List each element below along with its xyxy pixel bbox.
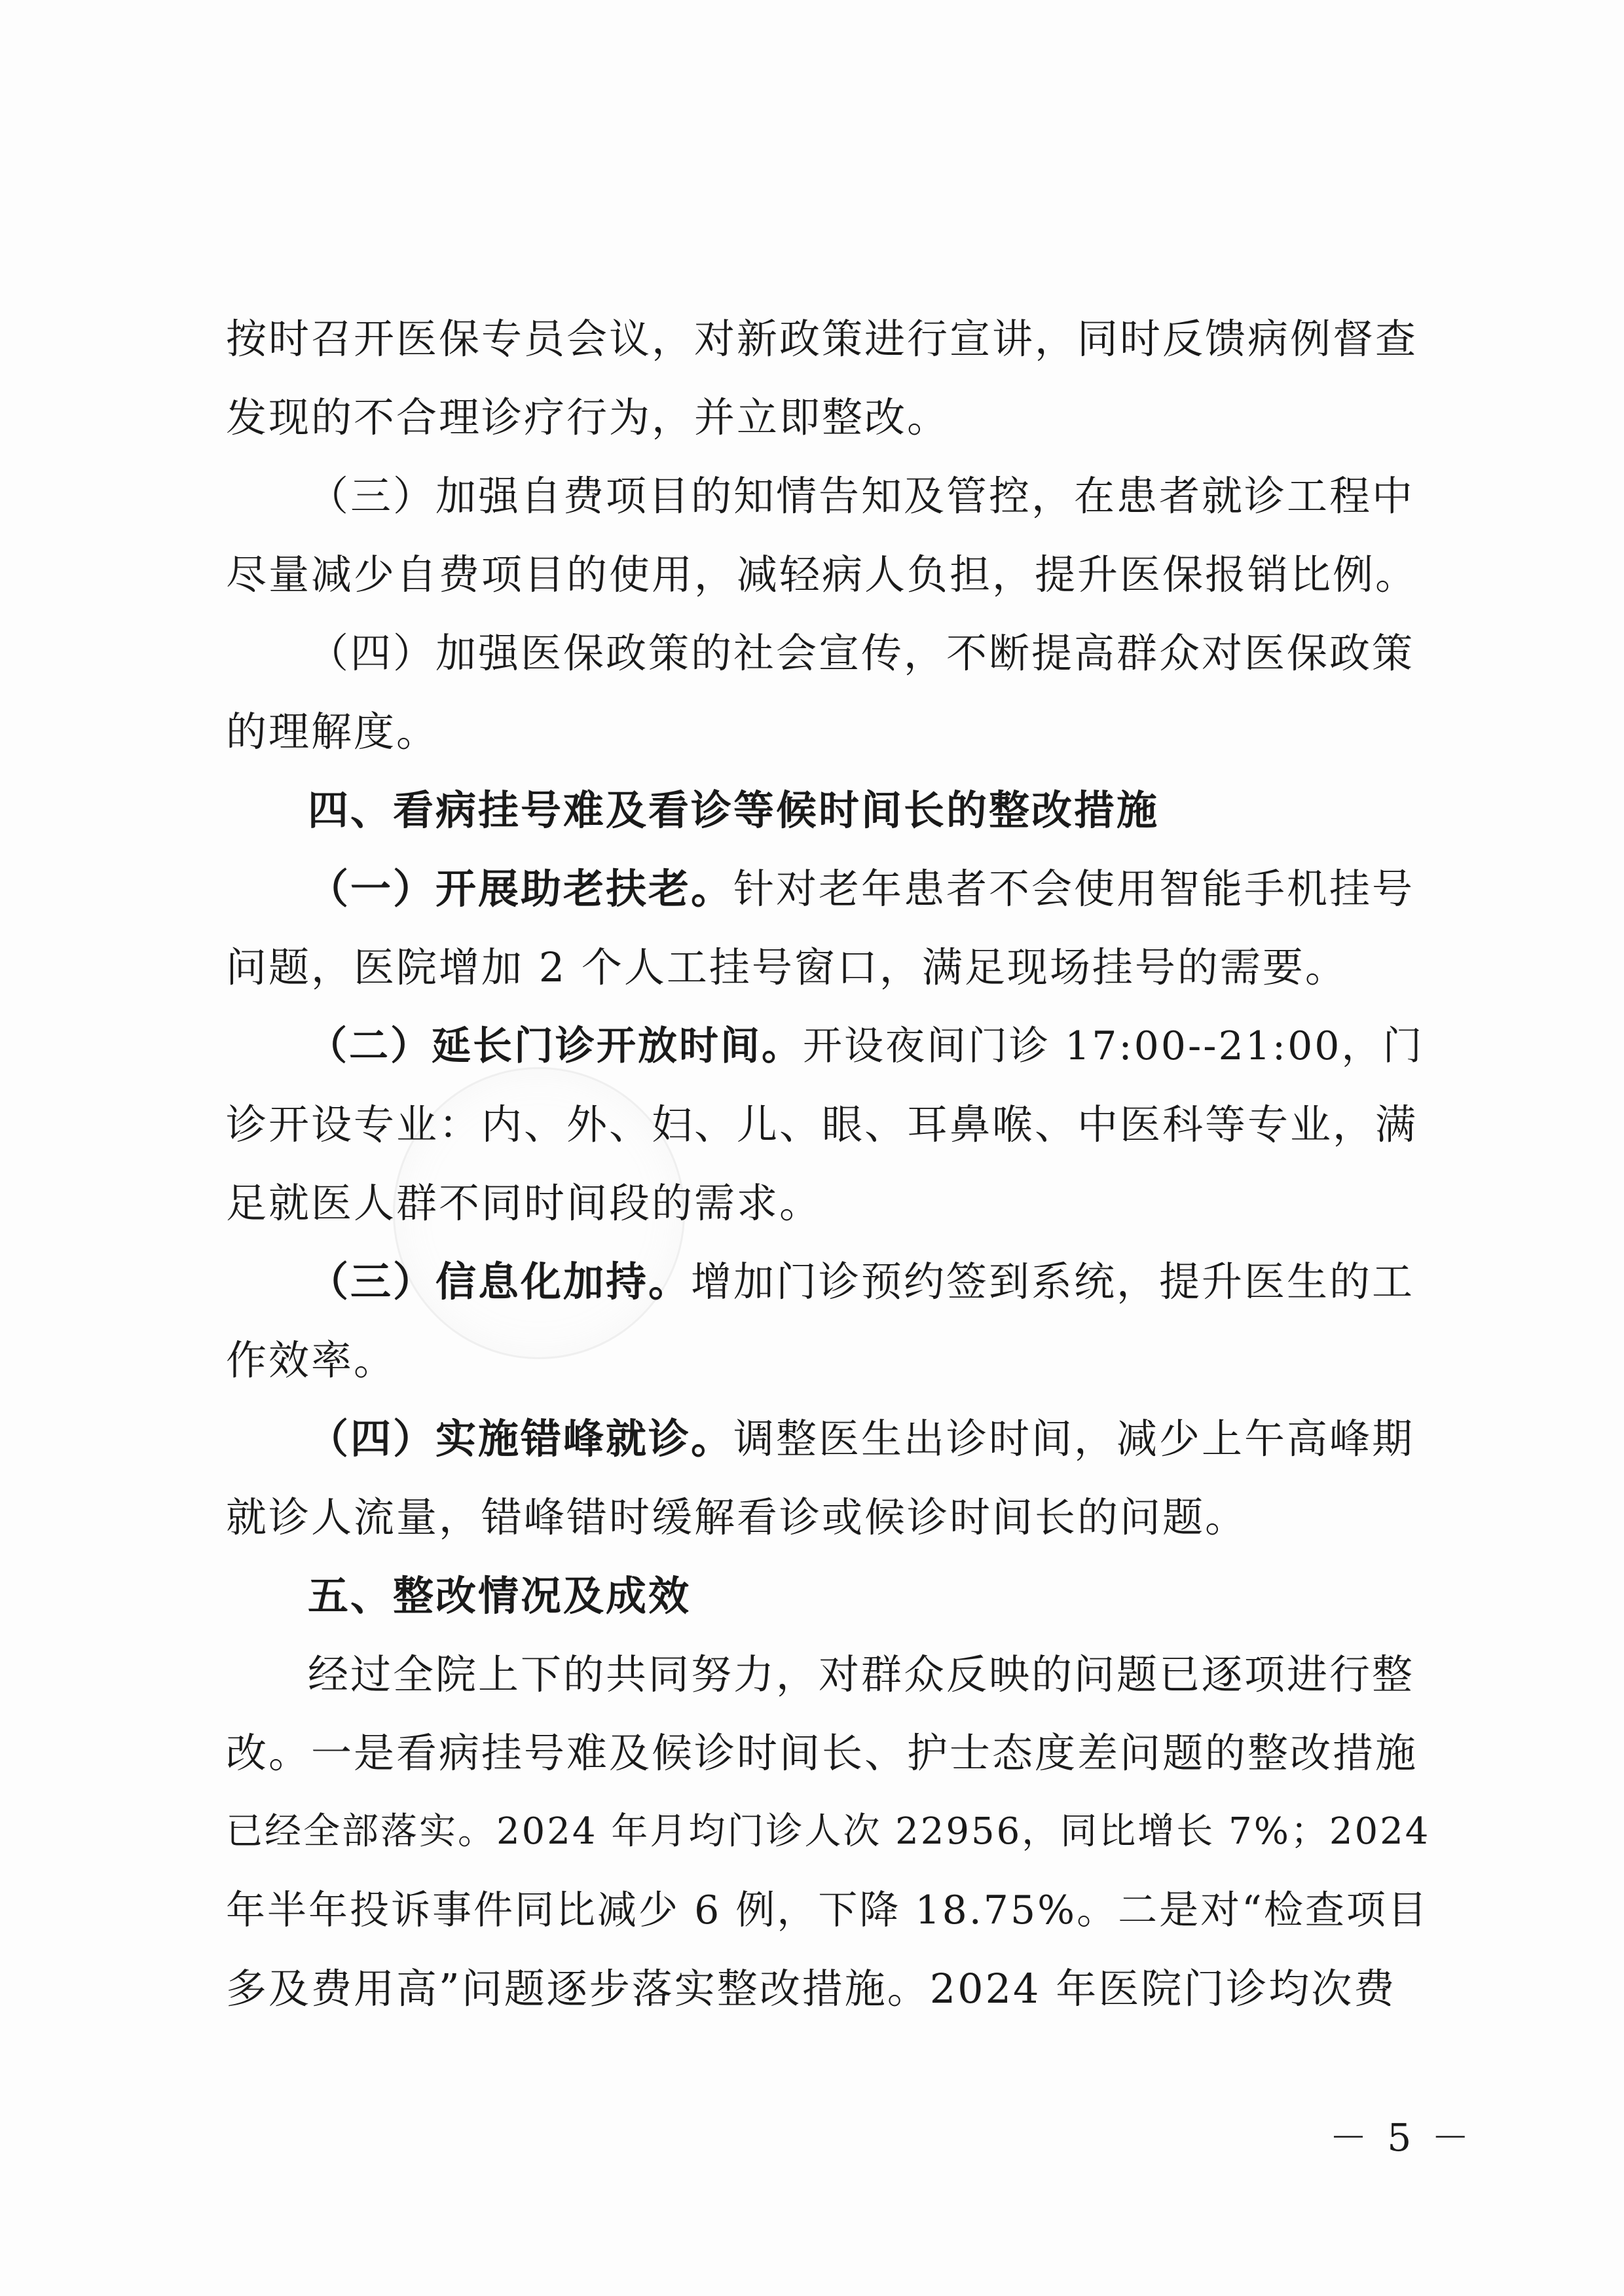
body-text-line: 作效率。	[226, 1336, 397, 1384]
body-text-line: 足就医人群不同时间段的需求。	[226, 1179, 822, 1227]
body-text-line: 按时召开医保专员会议，对新政策进行宣讲，同时反馈病例督查	[226, 315, 1418, 363]
body-text-line	[308, 863, 1414, 915]
body-text-line	[308, 1256, 1414, 1308]
item-text: 开设夜间门诊 17:00--21:00，门	[803, 1023, 1424, 1069]
body-text-line: 诊开设专业：内、外、妇、儿、眼、耳鼻喉、中医科等专业，满	[226, 1101, 1418, 1148]
body-text-line: 已经全部落实。2024 年月均门诊人次 22956，同比增长 7%；2024	[226, 1810, 1431, 1853]
section-heading: 五、整改情况及成效	[308, 1572, 692, 1620]
body-text-line: （三）加强自费项目的知情告知及管控，在患者就诊工程中	[308, 472, 1415, 520]
item-lead: 延长门诊开放时间。	[432, 1023, 803, 1069]
item-lead: 实施错峰就诊。	[435, 1415, 734, 1463]
item-text: 增加门诊预约签到系统，提升医生的工	[691, 1258, 1415, 1305]
body-text-line	[308, 1413, 1414, 1465]
body-text-line: 经过全院上下的共同努力，对群众反映的问题已逐项进行整	[308, 1650, 1415, 1698]
body-text-line: 尽量减少自费项目的使用，减轻病人负担，提升医保报销比例。	[226, 551, 1418, 598]
body-text-line: 年半年投诉事件同比减少 6 例，下降 18.75%。二是对“检查项目	[226, 1887, 1429, 1933]
body-text-line: 的理解度。	[226, 708, 439, 756]
item-text: 调整医生出诊时间，减少上午高峰期	[733, 1415, 1415, 1463]
item-lead: 信息化加持。	[435, 1258, 692, 1305]
section-heading: 四、看病挂号难及看诊等候时间长的整改措施	[308, 786, 1160, 834]
body-text-line: （四）加强医保政策的社会宣传，不断提高群众对医保政策	[308, 629, 1415, 677]
body-text-line: 发现的不合理诊疗行为，并立即整改。	[226, 393, 950, 441]
body-text-line: 就诊人流量，错峰错时缓解看诊或候诊时间长的问题。	[226, 1493, 1248, 1541]
item-text: 针对老年患者不会使用智能手机挂号	[733, 865, 1415, 913]
page-number: － 5 －	[1329, 2115, 1473, 2160]
item-label: （四）	[308, 1415, 436, 1463]
item-lead: 开展助老扶老。	[435, 865, 734, 913]
item-label: （一）	[308, 865, 436, 913]
body-text-line: 问题，医院增加 2 个人工挂号窗口，满足现场挂号的需要。	[226, 943, 1348, 991]
item-label: （三）	[308, 1258, 436, 1305]
body-text-line: 改。一是看病挂号难及候诊时间长、护士态度差问题的整改措施	[226, 1729, 1418, 1777]
body-text-line	[308, 1020, 1424, 1072]
item-label: （二）	[308, 1023, 432, 1069]
body-text-line: 多及费用高”问题逐步落实整改措施。2024 年医院门诊均次费	[226, 1965, 1397, 2013]
